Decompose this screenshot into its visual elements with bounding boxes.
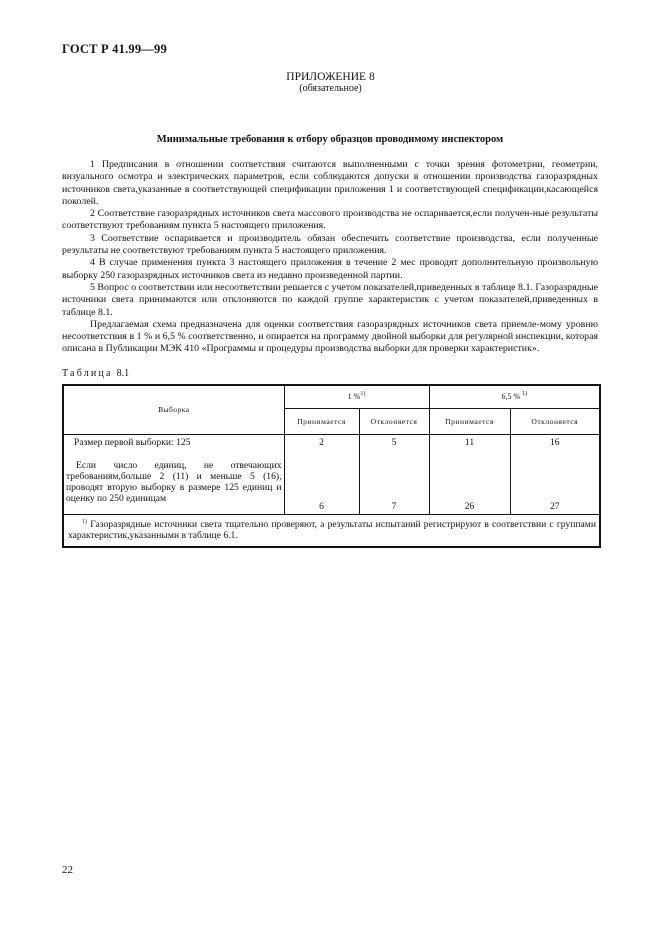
paragraph: Предлагаемая схема предназначена для оценки соответствия газоразрядных источников света приемле-мому уровню несоответствия в 1 % и 6,5 % соответственно, и опирается на программу двойной выборки для регулярной инспекции, которая описана в Публикации МЭК 410 «Программы и процедуры производства выборки для проверки характеристик». xyxy=(62,318,598,355)
footnote-text: Газоразрядные источники света тщательно проверяют, а результаты испытаний регистрируют в соответствии с группами характеристик,указанными в таблице 6.1. xyxy=(68,518,597,541)
paragraph: 3 Соответствие оспаривается и производитель обязан обеспечить соответствие производства, если полученные результаты не соответствуют требованиям пункта 5 настоящего приложения. xyxy=(62,232,598,257)
second-sample-value: 7 xyxy=(391,500,397,512)
cell-1pct-accept xyxy=(284,434,359,514)
cell-6-5pct-reject xyxy=(510,434,600,514)
column-header-reject: Отклоняется xyxy=(510,408,600,434)
first-sample-value: 16 xyxy=(549,436,560,448)
table-footnote xyxy=(63,514,600,547)
second-sample-value: 26 xyxy=(464,500,475,512)
body-text xyxy=(62,159,598,356)
column-header-sample: Выборка xyxy=(63,385,284,434)
second-sample-value: 6 xyxy=(319,500,324,512)
second-sample-value: 27 xyxy=(549,500,560,512)
first-sample-value: 11 xyxy=(464,436,475,448)
column-header-accept: Принимается xyxy=(429,408,510,434)
section-heading: Минимальные требования к отбору образцов проводимому инспектором xyxy=(156,134,504,145)
table-caption-number: 8.1 xyxy=(116,368,130,379)
second-sample-label: Если число единиц, не отвечающих требованиям,больше 2 (11) и меньше 5 (16), проводят вторую выборку в размере 125 единиц и оценку по 250 единицам xyxy=(66,459,282,504)
column-header-accept: Принимается xyxy=(284,408,359,434)
appendix-header xyxy=(0,71,661,95)
first-sample-value: 5 xyxy=(391,436,397,448)
table-header-row xyxy=(63,385,600,408)
first-sample-value: 2 xyxy=(319,436,324,448)
paragraph: 2 Соответствие газоразрядных источников света массового производства не оспаривается,если получен-ные результаты соответствуют требованиям пункта 5 настоящего приложения. xyxy=(62,208,598,232)
cell-1pct-reject xyxy=(359,434,429,514)
table-caption xyxy=(62,368,129,379)
footnote-mark: 1) xyxy=(82,518,87,525)
document-code: ГОСТ Р 41.99—99 xyxy=(62,42,167,56)
table-row xyxy=(63,434,600,514)
group-label: 6,5 % xyxy=(501,392,521,402)
appendix-subtitle: (обязательное) xyxy=(299,83,362,94)
paragraph: 1 Предписания в отношении соответствия считаются выполненными с точки зрения фотометрии, геометрии, визуального осмотра и электрических параметров, если соблюдаются допуски в отношении производства газоразрядных источников света,указанные в соответствующей спецификации приложения 1 и соответствующей спецификации,касающейся поколей. xyxy=(62,159,598,207)
first-sample-label: Размер первой выборки: 125 xyxy=(74,436,191,448)
group-label: 1 % xyxy=(347,392,361,402)
table-footnote-row xyxy=(63,514,600,547)
paragraph: 5 Вопрос о соответствии или несоответствии решается с учетом показателей,приведенных в таблице 8.1. Газоразрядные источники света принимаются или отклоняются по каждой группе характеристик с учетом показателей,приведенных в таблице 8.1. xyxy=(62,281,598,318)
column-group-6-5-percent xyxy=(429,385,600,408)
column-group-1-percent xyxy=(284,385,429,408)
sampling-table xyxy=(62,384,601,548)
table-caption-word: Таблица xyxy=(62,368,113,379)
footnote-ref: 1) xyxy=(360,391,366,398)
cell-6-5pct-accept xyxy=(429,434,510,514)
page-number: 22 xyxy=(62,864,73,876)
column-header-reject: Отклоняется xyxy=(359,408,429,434)
paragraph: 4 В случае применения пункта 3 настоящего приложения в течение 2 мес проводят дополнительную произвольную выборку 250 газоразрядных источников света из недавно произведенной партии. xyxy=(62,257,598,281)
appendix-title: ПРИЛОЖЕНИЕ 8 xyxy=(286,71,375,83)
footnote-ref: 1) xyxy=(522,391,528,398)
sample-description-cell xyxy=(63,434,284,514)
